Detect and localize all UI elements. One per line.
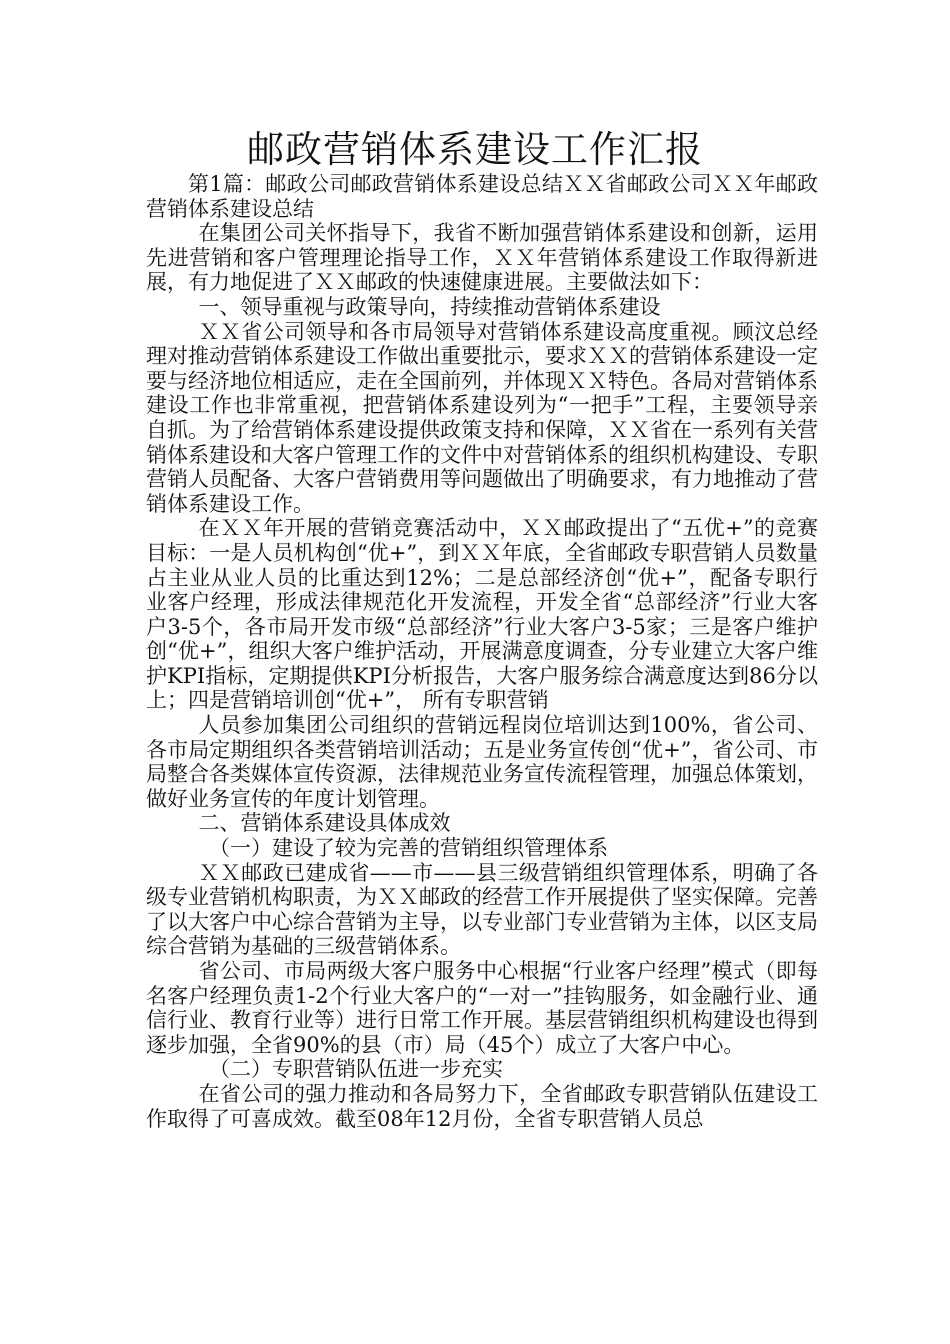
section-heading-2: 二、营销体系建设具体成效 (198, 811, 451, 836)
document-body (146, 172, 818, 1131)
subsection-heading-2: （二）专职营销队伍进一步充实 (209, 1057, 503, 1082)
section-heading-1: 一、领导重视与政策导向，持续推动营销体系建设 (198, 294, 661, 319)
paragraph-intro: 在集团公司关怀指导下，我省不断加强营销体系建设和创新，运用先进营销和客户管理理论指导工作，ＸＸ年营销体系建设工作取得新进展，有力地促进了ＸＸ邮政的快速健康进展。主要做法如下： (146, 221, 818, 295)
subsection-heading-1: （一）建设了较为完善的营销组织管理体系 (209, 836, 608, 861)
paragraph-chapter-heading: 第1篇：邮政公司邮政营销体系建设总结ＸＸ省邮政公司ＸＸ年邮政营销体系建设总结 (146, 172, 818, 221)
paragraph-organization: ＸＸ邮政已建成省——市——县三级营销组织管理体系，明确了各级专业营销机构职责，为ＸＸ邮政的经营工作开展提供了坚实保障。完善了以大客户中心综合营销为主导，以专业部门专业营销为主体，以区支局综合营销为基础的三级营销体系。 (146, 860, 818, 959)
paragraph-competition: 在ＸＸ年开展的营销竞赛活动中，ＸＸ邮政提出了“五优+”的竞赛目标：一是人员机构创“优+”，到ＸＸ年底，全省邮政专职营销人员数量占主业从业人员的比重达到12%；二是总部经济创“优+”，配备专职行业客户经理，形成法律规范化开发流程，开发全省“总部经济”行业大客户3-5个，各市局开发市级“总部经济”行业大客户3-5家；三是客户维护创“优+”，组织大客户维护活动，开展满意度调查，分专业建立大客户维护KPI指标，定期提供KPI分析报告，大客户服务综合满意度达到86分以上；四是营销培训创“优+”， 所有专职营销 (146, 516, 818, 713)
paragraph-leadership: ＸＸ省公司领导和各市局领导对营销体系建设高度重视。顾汶总经理对推动营销体系建设工作做出重要批示，要求ＸＸ的营销体系建设一定要与经济地位相适应，走在全国前列，并体现ＸＸ特色。各局对营销体系建设工作也非常重视，把营销体系建设列为“一把手”工程，主要领导亲自抓。为了给营销体系建设提供政策支持和保障，ＸＸ省在一系列有关营销体系建设和大客户管理工作的文件中对营销体系的组织机构建设、专职营销人员配备、大客户营销费用等问题做出了明确要求，有力地推动了营销体系建设工作。 (146, 319, 818, 516)
document-title: 邮政营销体系建设工作汇报 (247, 128, 703, 171)
paragraph-training: 人员参加集团公司组织的营销远程岗位培训达到100%，省公司、各市局定期组织各类营销培训活动；五是业务宣传创“优+”，省公司、市局整合各类媒体宣传资源，法律规范业务宣传流程管理，加强总体策划，做好业务宣传的年度计划管理。 (146, 713, 818, 811)
paragraph-team: 在省公司的强力推动和各局努力下，全省邮政专职营销队伍建设工作取得了可喜成效。截至08年12月份，全省专职营销人员总 (146, 1081, 818, 1131)
paragraph-service-center: 省公司、市局两级大客户服务中心根据“行业客户经理”模式（即每名客户经理负责1-2个行业大客户的“一对一”挂钩服务，如金融行业、通信行业、教育行业等）进行日常工作开展。基层营销组织机构建设也得到逐步加强，全省90%的县（市）局（45个）成立了大客户中心。 (146, 959, 818, 1057)
